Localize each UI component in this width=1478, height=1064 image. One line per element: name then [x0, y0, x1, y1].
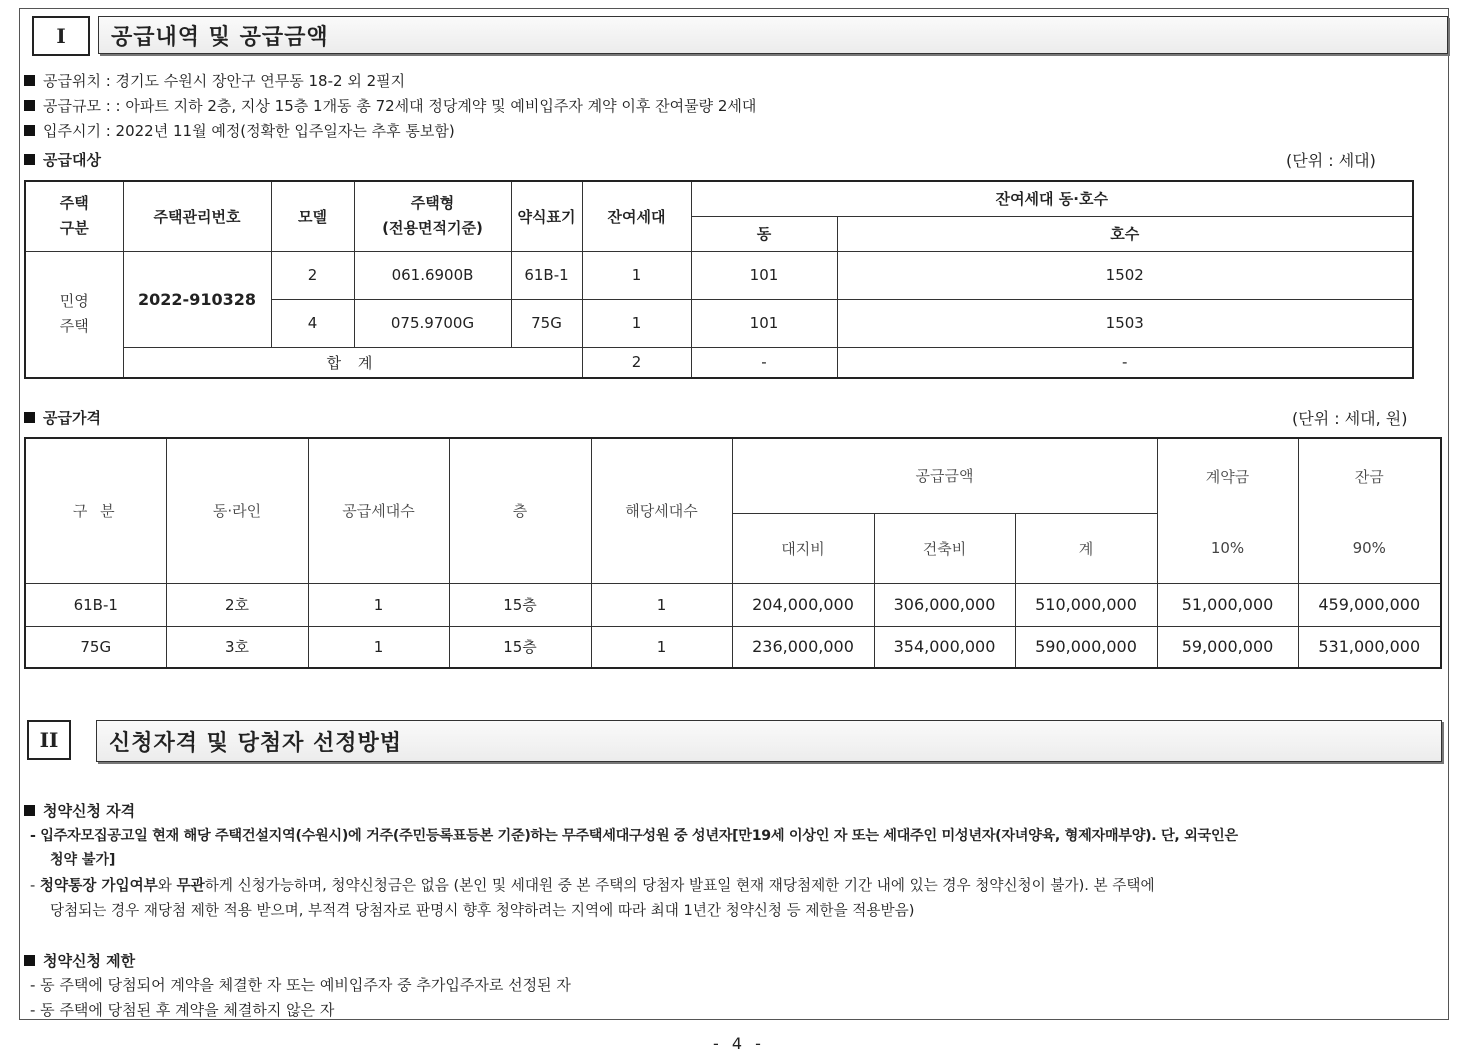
cell-dong: 101: [691, 299, 837, 347]
supply-price-table: [24, 437, 1442, 669]
bullet-square-icon: [24, 955, 35, 966]
cell-building: 306,000,000: [874, 583, 1015, 626]
cell-ho: 1502: [837, 251, 1413, 299]
header-remaining: 잔여세대: [582, 181, 691, 251]
cell-category: 61B-1: [25, 583, 166, 626]
section-1-title: 공급내역 및 공급금액: [98, 16, 1448, 54]
bullet-square-icon: [24, 805, 35, 816]
header-supply-units: 공급세대수: [308, 438, 449, 583]
cell-contract: 59,000,000: [1157, 626, 1298, 668]
header-contract-pct: 10%: [1157, 513, 1298, 583]
cell-land: 236,000,000: [732, 626, 874, 668]
table-row: [25, 251, 1413, 299]
target-heading: [24, 149, 101, 170]
cell-floor: 15층: [449, 583, 591, 626]
bold-account: 청약통장 가입여부: [39, 877, 158, 894]
cell-housing-type: 061.6900B: [354, 251, 511, 299]
eligibility-item-1-cont: 청약 불가]: [50, 852, 116, 868]
restriction-heading: [24, 950, 135, 971]
header-model: 모델: [271, 181, 354, 251]
header-ho: 호수: [837, 216, 1413, 251]
header-contract: 계약금: [1157, 438, 1298, 513]
header-balance: 잔금: [1298, 438, 1441, 513]
cell-total-label: 합 계: [123, 347, 582, 378]
eligibility-item-2: [30, 873, 1155, 898]
header-land: 대지비: [732, 513, 874, 583]
header-floor: 층: [449, 438, 591, 583]
eligibility-item-1: - 입주자모집공고일 현재 해당 주택건설지역(수원시)에 거주(주민등록표등본 기준)하는 무주택세대구성원 중 성년자[만19세 이상인 자 또는 세대주인 미성년자(자녀양육, 형제자매부양). 단, 외국인은: [30, 828, 1238, 844]
cell-balance: 459,000,000: [1298, 583, 1441, 626]
cell-supply-units: 1: [308, 626, 449, 668]
info-scale-text: 공급규모 : : 아파트 지하 2층, 지상 15층 1개동 총 72세대 정당계약 및 예비입주자 계약 이후 잔여물량 2세대: [43, 97, 757, 115]
header-housing-category: 주택 구분: [25, 181, 123, 251]
price-unit: (단위 : 세대, 원): [1292, 409, 1408, 428]
cell-ho: 1503: [837, 299, 1413, 347]
cell-total-ho: -: [837, 347, 1413, 378]
cell-abbr: 75G: [511, 299, 582, 347]
cell-contract: 51,000,000: [1157, 583, 1298, 626]
cell-housing-category: 민영 주택: [25, 251, 123, 378]
restriction-item-1: - 동 주택에 당첨되어 계약을 체결한 자 또는 예비입주자 중 추가입주자로 선정된 자: [30, 976, 571, 994]
cell-sum: 510,000,000: [1015, 583, 1157, 626]
header-housing-type: 주택형 (전용면적기준): [354, 181, 511, 251]
cell-dong-line: 3호: [166, 626, 308, 668]
bullet-square-icon: [24, 100, 35, 111]
total-row: [25, 347, 1413, 378]
cell-housing-type: 075.9700G: [354, 299, 511, 347]
cell-dong-line: 2호: [166, 583, 308, 626]
header-dong-line: 동·라인: [166, 438, 308, 583]
info-scale: [24, 95, 756, 116]
price-heading-text: 공급가격: [43, 409, 101, 427]
supply-target-table: [24, 180, 1414, 379]
header-balance-pct: 90%: [1298, 513, 1441, 583]
header-building: 건축비: [874, 513, 1015, 583]
cell-remaining: 1: [582, 251, 691, 299]
page-number: - 4 -: [713, 1034, 765, 1053]
cell-dong: 101: [691, 251, 837, 299]
header-abbr: 약식표기: [511, 181, 582, 251]
cell-abbr: 61B-1: [511, 251, 582, 299]
text-rest: 하게 신청가능하며, 청약신청금은 없음 (본인 및 세대원 중 본 주택의 당첨자 발표일 현재 재당첨제한 기간 내에 있는 경우 청약신청이 불가). 본 주택에: [204, 877, 1155, 894]
cell-category: 75G: [25, 626, 166, 668]
table-row: [25, 583, 1441, 626]
section-2-numeral: II: [27, 720, 71, 760]
bullet-square-icon: [24, 125, 35, 136]
cell-supply-units: 1: [308, 583, 449, 626]
cell-total-dong: -: [691, 347, 837, 378]
cell-floor: 15층: [449, 626, 591, 668]
bold-irrelevant: 무관: [176, 877, 205, 894]
restriction-heading-text: 청약신청 제한: [43, 952, 136, 970]
bullet-square-icon: [24, 154, 35, 165]
cell-model: 4: [271, 299, 354, 347]
cell-applicable-units: 1: [591, 626, 732, 668]
eligibility-heading-text: 청약신청 자격: [43, 802, 136, 820]
header-remaining-dong-ho: 잔여세대 동·호수: [691, 181, 1413, 216]
section-2-title: 신청자격 및 당첨자 선정방법: [96, 720, 1442, 762]
dash: -: [30, 877, 40, 894]
restriction-item-2: - 동 주택에 당첨된 후 계약을 체결하지 않은 자: [30, 1001, 335, 1019]
price-heading: [24, 407, 101, 428]
bullet-square-icon: [24, 412, 35, 423]
info-move-in: [24, 120, 455, 141]
cell-mgmt-no: 2022-910328: [123, 251, 271, 347]
section-1-numeral: I: [32, 16, 90, 56]
header-category: 구 분: [25, 438, 166, 583]
info-location: [24, 70, 405, 91]
cell-land: 204,000,000: [732, 583, 874, 626]
cell-balance: 531,000,000: [1298, 626, 1441, 668]
header-mgmt-no: 주택관리번호: [123, 181, 271, 251]
table-row: [25, 626, 1441, 668]
header-dong: 동: [691, 216, 837, 251]
cell-model: 2: [271, 251, 354, 299]
header-supply-amount: 공급금액: [732, 438, 1157, 513]
info-location-text: 공급위치 : 경기도 수원시 장안구 연무동 18-2 외 2필지: [43, 72, 406, 90]
target-heading-text: 공급대상: [43, 151, 101, 169]
cell-remaining: 1: [582, 299, 691, 347]
cell-building: 354,000,000: [874, 626, 1015, 668]
header-sum: 계: [1015, 513, 1157, 583]
cell-total-remaining: 2: [582, 347, 691, 378]
cell-applicable-units: 1: [591, 583, 732, 626]
bullet-square-icon: [24, 75, 35, 86]
text-mid: 와: [157, 877, 177, 894]
target-unit: (단위 : 세대): [1286, 151, 1376, 170]
info-move-in-text: 입주시기 : 2022년 11월 예정(정확한 입주일자는 추후 통보함): [43, 122, 455, 140]
cell-sum: 590,000,000: [1015, 626, 1157, 668]
eligibility-item-2-cont: 당첨되는 경우 재당첨 제한 적용 받으며, 부적격 당첨자로 판명시 향후 청약하려는 지역에 따라 최대 1년간 청약신청 등 제한을 적용받음): [50, 902, 915, 919]
header-applicable-units: 해당세대수: [591, 438, 732, 583]
eligibility-heading: [24, 800, 135, 821]
